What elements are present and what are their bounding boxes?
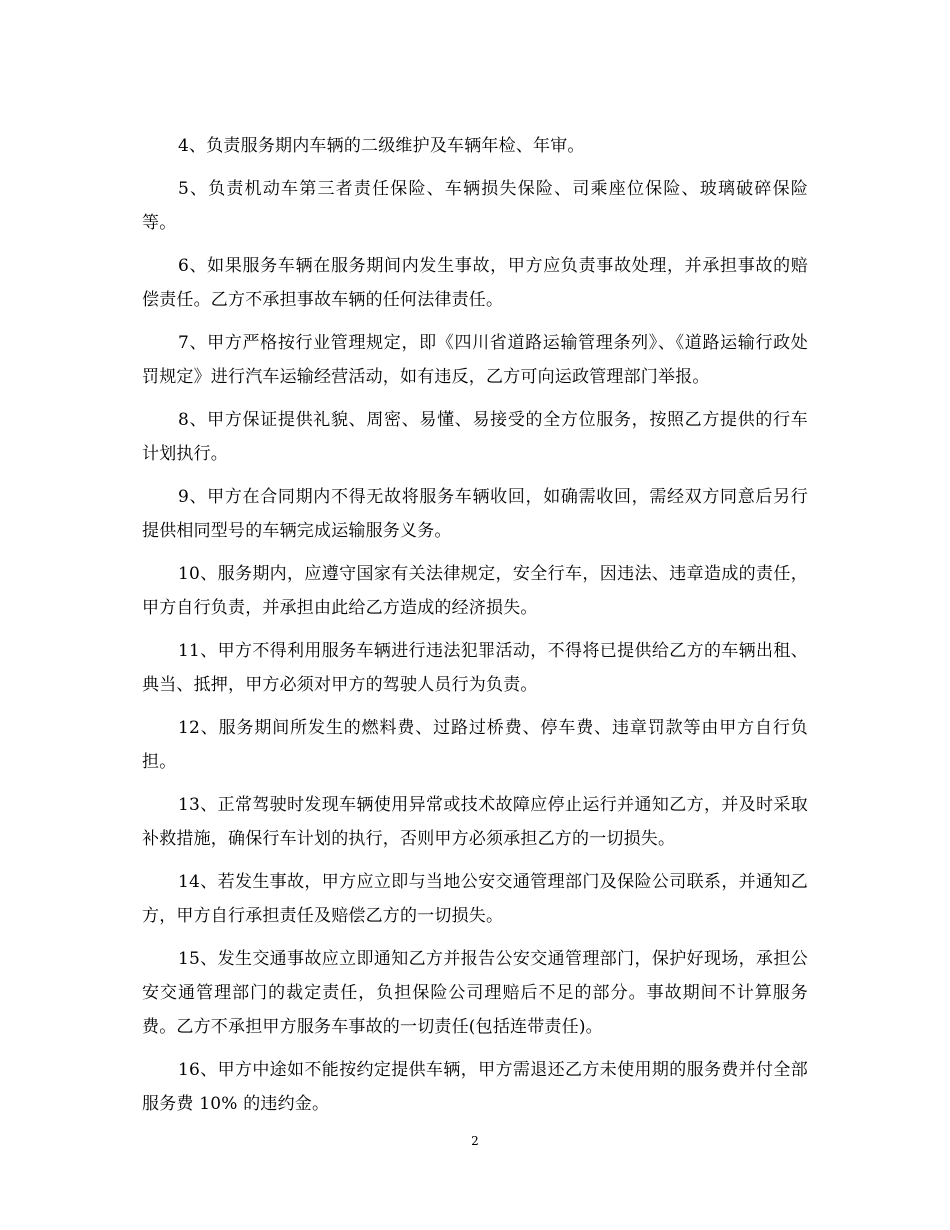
clause-8: 8、甲方保证提供礼貌、周密、易懂、易接受的全方位服务，按照乙方提供的行车计划执行。 <box>142 410 808 464</box>
clause-9: 9、甲方在合同期内不得无故将服务车辆收回，如确需收回，需经双方同意后另行提供相同型号的车辆完成运输服务义务。 <box>142 487 808 541</box>
document-body <box>142 129 808 1130</box>
clause-14: 14、若发生事故，甲方应立即与当地公安交通管理部门及保险公司联系，并通知乙方，甲方自行承担责任及赔偿乙方的一切损失。 <box>142 872 808 926</box>
clause-12: 12、服务期间所发生的燃料费、过路过桥费、停车费、违章罚款等由甲方自行负担。 <box>142 718 808 772</box>
clause-13: 13、正常驾驶时发现车辆使用异常或技术故障应停止运行并通知乙方，并及时采取补救措施，确保行车计划的执行，否则甲方必须承担乙方的一切损失。 <box>142 795 808 849</box>
clause-7: 7、甲方严格按行业管理规定，即《四川省道路运输管理条列》、《道路运输行政处罚规定》进行汽车运输经营活动，如有违反，乙方可向运政管理部门举报。 <box>142 333 808 387</box>
clause-6: 6、如果服务车辆在服务期间内发生事故，甲方应负责事故处理，并承担事故的赔偿责任。乙方不承担事故车辆的任何法律责任。 <box>142 256 808 310</box>
clause-4: 4、负责服务期内车辆的二级维护及车辆年检、年审。 <box>178 136 585 156</box>
clause-10: 10、服务期内，应遵守国家有关法律规定，安全行车，因违法、违章造成的责任，甲方自行负责，并承担由此给乙方造成的经济损失。 <box>142 564 808 618</box>
clause-16: 16、甲方中途如不能按约定提供车辆，甲方需退还乙方未使用期的服务费并付全部服务费 10% 的违约金。 <box>142 1060 808 1114</box>
clause-15: 15、发生交通事故应立即通知乙方并报告公安交通管理部门，保护好现场，承担公安交通管理部门的裁定责任，负担保险公司理赔后不足的部分。事故期间不计算服务费。乙方不承担甲方服务车事故的一切责任(包括连带责任)。 <box>142 949 808 1037</box>
clause-11: 11、甲方不得利用服务车辆进行违法犯罪活动，不得将已提供给乙方的车辆出租、典当、抵押，甲方必须对甲方的驾驶人员行为负责。 <box>142 641 808 695</box>
clause-5: 5、负责机动车第三者责任保险、车辆损失保险、司乘座位保险、玻璃破碎保险等。 <box>142 179 808 233</box>
page-number: 2 <box>471 1134 479 1148</box>
